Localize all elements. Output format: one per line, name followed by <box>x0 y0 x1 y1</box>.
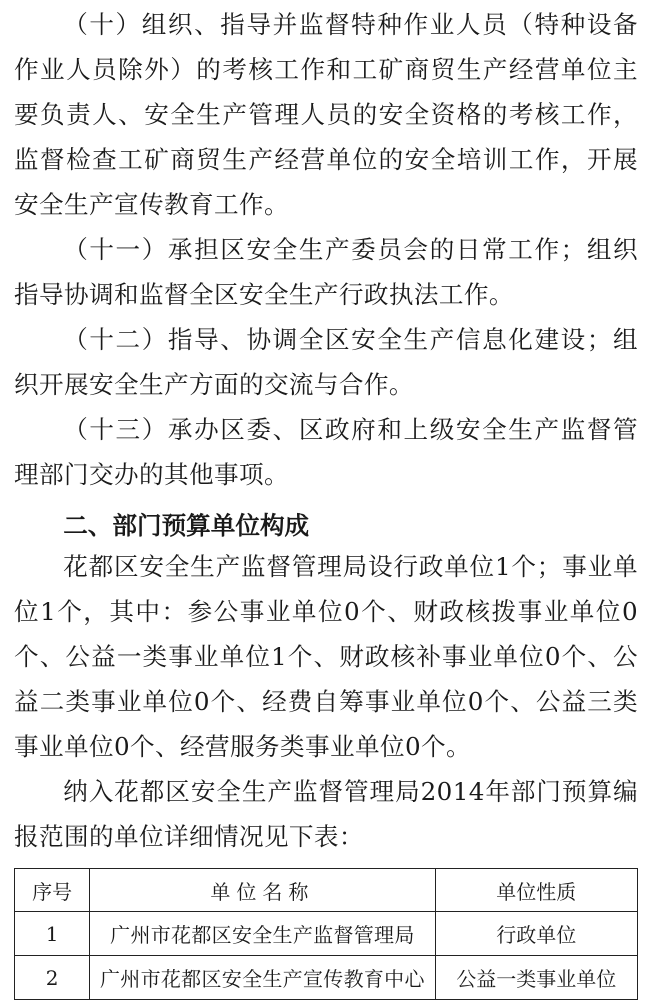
column-header-index: 序号 <box>15 869 90 912</box>
cell-index: 1 <box>15 912 90 956</box>
paragraph-13: （十三）承办区委、区政府和上级安全生产监督管理部门交办的其他事项。 <box>14 415 638 489</box>
unit-table <box>14 868 638 1000</box>
table-header-row <box>15 869 638 912</box>
column-header-unit-name: 单位名称 <box>90 869 435 912</box>
cell-unit-name: 广州市花都区安全生产监督管理局 <box>90 912 435 956</box>
table-row <box>15 912 638 956</box>
paragraph-12: （十二）指导、协调全区安全生产信息化建设；组织开展安全生产方面的交流与合作。 <box>14 325 638 399</box>
cell-unit-name: 广州市花都区安全生产宣传教育中心 <box>90 956 435 1000</box>
paragraph-10: （十）组织、指导并监督特种作业人员（特种设备作业人员除外）的考核工作和工矿商贸生产经营单位主要负责人、安全生产管理人员的安全资格的考核工作，监督检查工矿商贸生产经营单位的安全培训工作，开展安全生产宣传教育工作。 <box>14 10 638 219</box>
cell-unit-type: 行政单位 <box>435 912 637 956</box>
cell-unit-type: 公益一类事业单位 <box>435 956 637 1000</box>
section-paragraph-composition: 花都区安全生产监督管理局设行政单位1个；事业单位1个，其中：参公事业单位0个、财政核拨事业单位0个、公益一类事业单位1个、财政核补事业单位0个、公益二类事业单位0个、经费自筹事业单位0个、公益三类事业单位0个、经营服务类事业单位0个。 <box>14 552 638 761</box>
cell-index: 2 <box>15 956 90 1000</box>
section-paragraph-intro-table: 纳入花都区安全生产监督管理局2014年部门预算编报范围的单位详细情况见下表： <box>14 777 638 851</box>
table-row <box>15 956 638 1000</box>
paragraph-11: （十一）承担区安全生产委员会的日常工作；组织指导协调和监督全区安全生产行政执法工作。 <box>14 235 638 309</box>
column-header-unit-type: 单位性质 <box>435 869 637 912</box>
section-heading: 二、部门预算单位构成 <box>63 511 310 540</box>
